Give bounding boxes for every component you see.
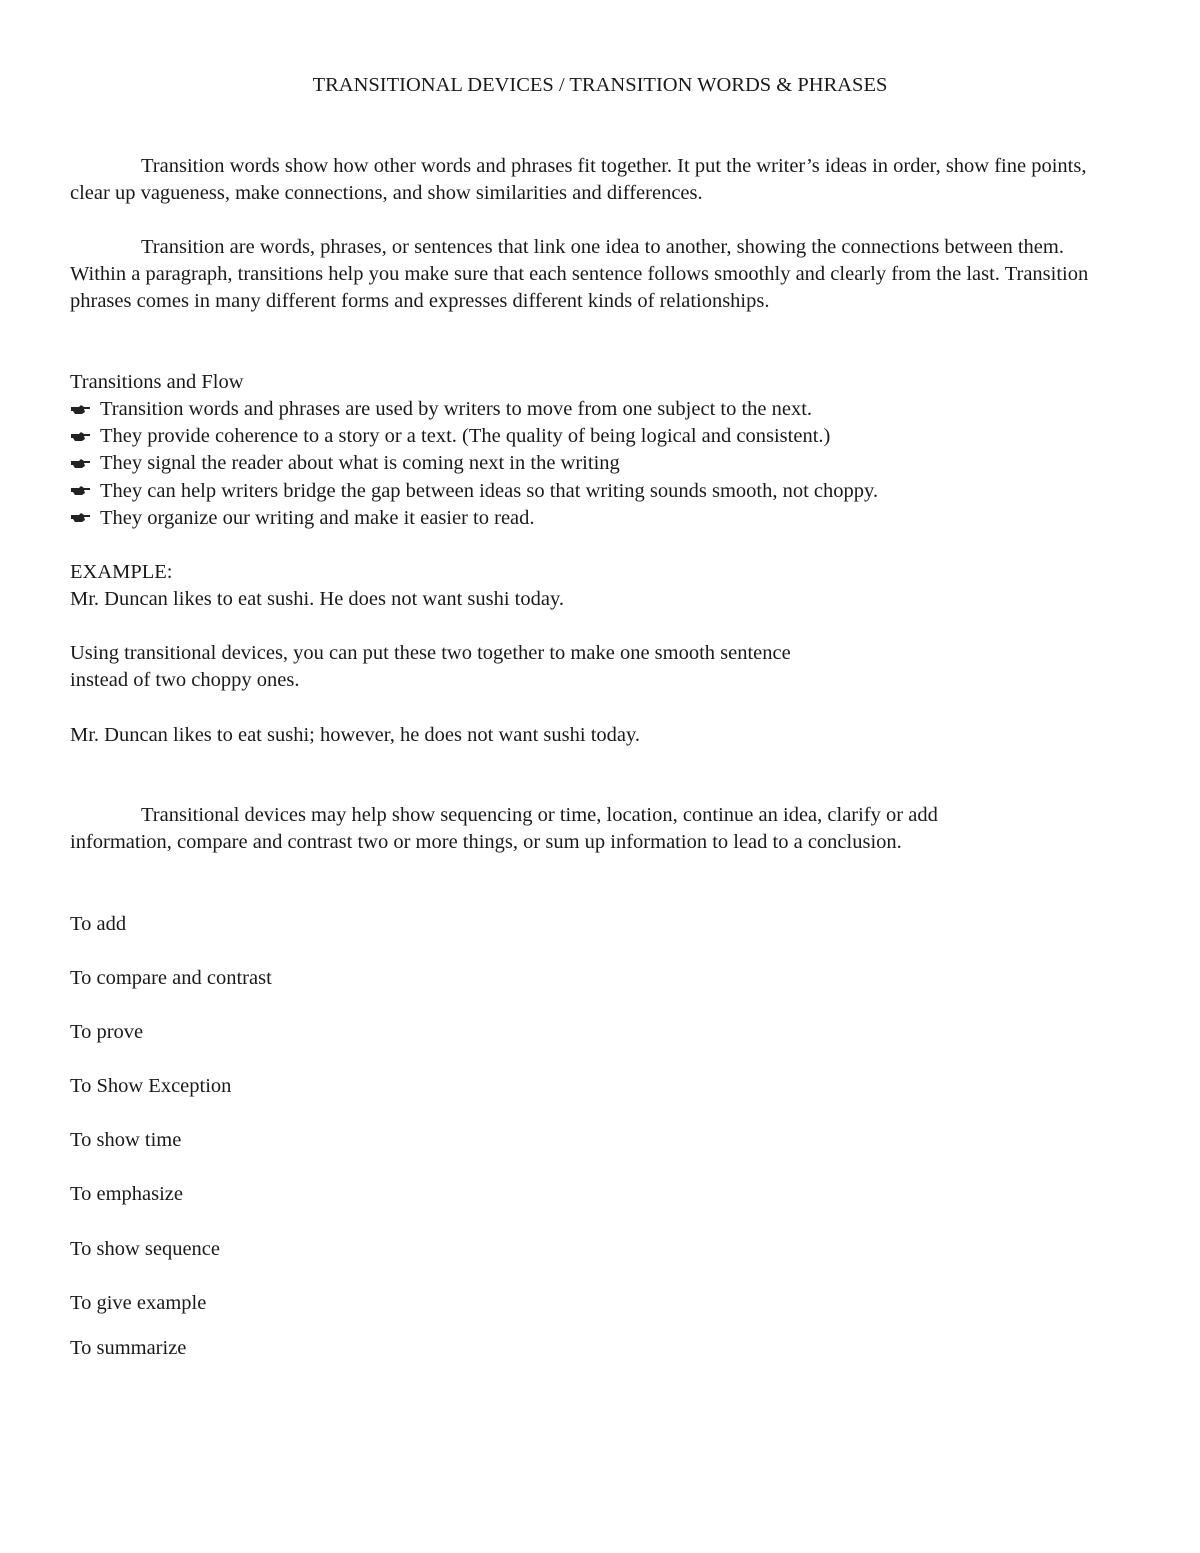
example-explanation-line-1: Using transitional devices, you can put these two together to make one smooth sentence [70, 642, 791, 664]
flow-item-text: They signal the reader about what is coming next in the writing [100, 452, 620, 475]
example-label: EXAMPLE: [70, 561, 173, 583]
category-emphasize: To emphasize [70, 1183, 183, 1205]
category-summarize: To summarize [70, 1337, 187, 1359]
flow-item-text: They can help writers bridge the gap between ideas so that writing sounds smooth, not choppy. [100, 479, 879, 502]
category-to-prove: To prove [70, 1021, 144, 1043]
flow-item-text: Transition words and phrases are used by writers to move from one subject to the next. [100, 398, 813, 420]
list-item [70, 505, 878, 532]
devices-paragraph-text: Transitional devices may help show sequencing or time, location, continue an idea, clarify or add information, compare and contrast two or more things, or sum up information to lead to a conclusion. [70, 804, 938, 854]
hand-pointing-icon [70, 511, 92, 525]
hand-pointing-icon [70, 430, 92, 444]
hand-pointing-icon [70, 484, 92, 498]
example-sentence: Mr. Duncan likes to eat sushi. He does not want sushi today. [70, 588, 565, 610]
intro-paragraph-2 [70, 234, 1110, 316]
flow-item-text: They provide coherence to a story or a text. (The quality of being logical and consistent.) [100, 425, 831, 448]
flow-item-text: They organize our writing and make it easier to read. [100, 506, 535, 529]
intro-paragraph-2-text: Transition are words, phrases, or sentences that link one idea to another, showing the connections between them. Within a paragraph, transitions help you make sure that each sentence follows smoothly and clearly from the last. Transition phrases comes in many different forms and expresses different kinds of relationships. [70, 236, 1089, 313]
category-to-add: To add [70, 913, 127, 935]
example-explanation-line-2: instead of two choppy ones. [70, 669, 300, 691]
list-item [70, 450, 878, 477]
list-item [70, 423, 878, 450]
category-show-time: To show time [70, 1129, 182, 1151]
list-item [70, 478, 878, 505]
category-show-exception: To Show Exception [70, 1075, 232, 1097]
category-give-example: To give example [70, 1292, 207, 1314]
intro-paragraph-1-text: Transition words show how other words and phrases fit together. It put the writer’s ideas in order, show fine points, clear up vagueness, make connections, and show similarities and differences. [70, 155, 1087, 205]
category-compare-contrast: To compare and contrast [70, 967, 272, 989]
category-show-sequence: To show sequence [70, 1238, 220, 1260]
list-item [70, 396, 878, 423]
flow-bullet-list [70, 396, 878, 532]
flow-heading: Transitions and Flow [70, 371, 244, 393]
hand-pointing-icon [70, 403, 92, 417]
document-title: TRANSITIONAL DEVICES / TRANSITION WORDS & PHRASES [312, 74, 888, 96]
devices-paragraph [70, 802, 1030, 856]
intro-paragraph-1 [70, 153, 1130, 207]
example-combined-sentence: Mr. Duncan likes to eat sushi; however, he does not want sushi today. [70, 724, 641, 746]
hand-pointing-icon [70, 457, 92, 471]
